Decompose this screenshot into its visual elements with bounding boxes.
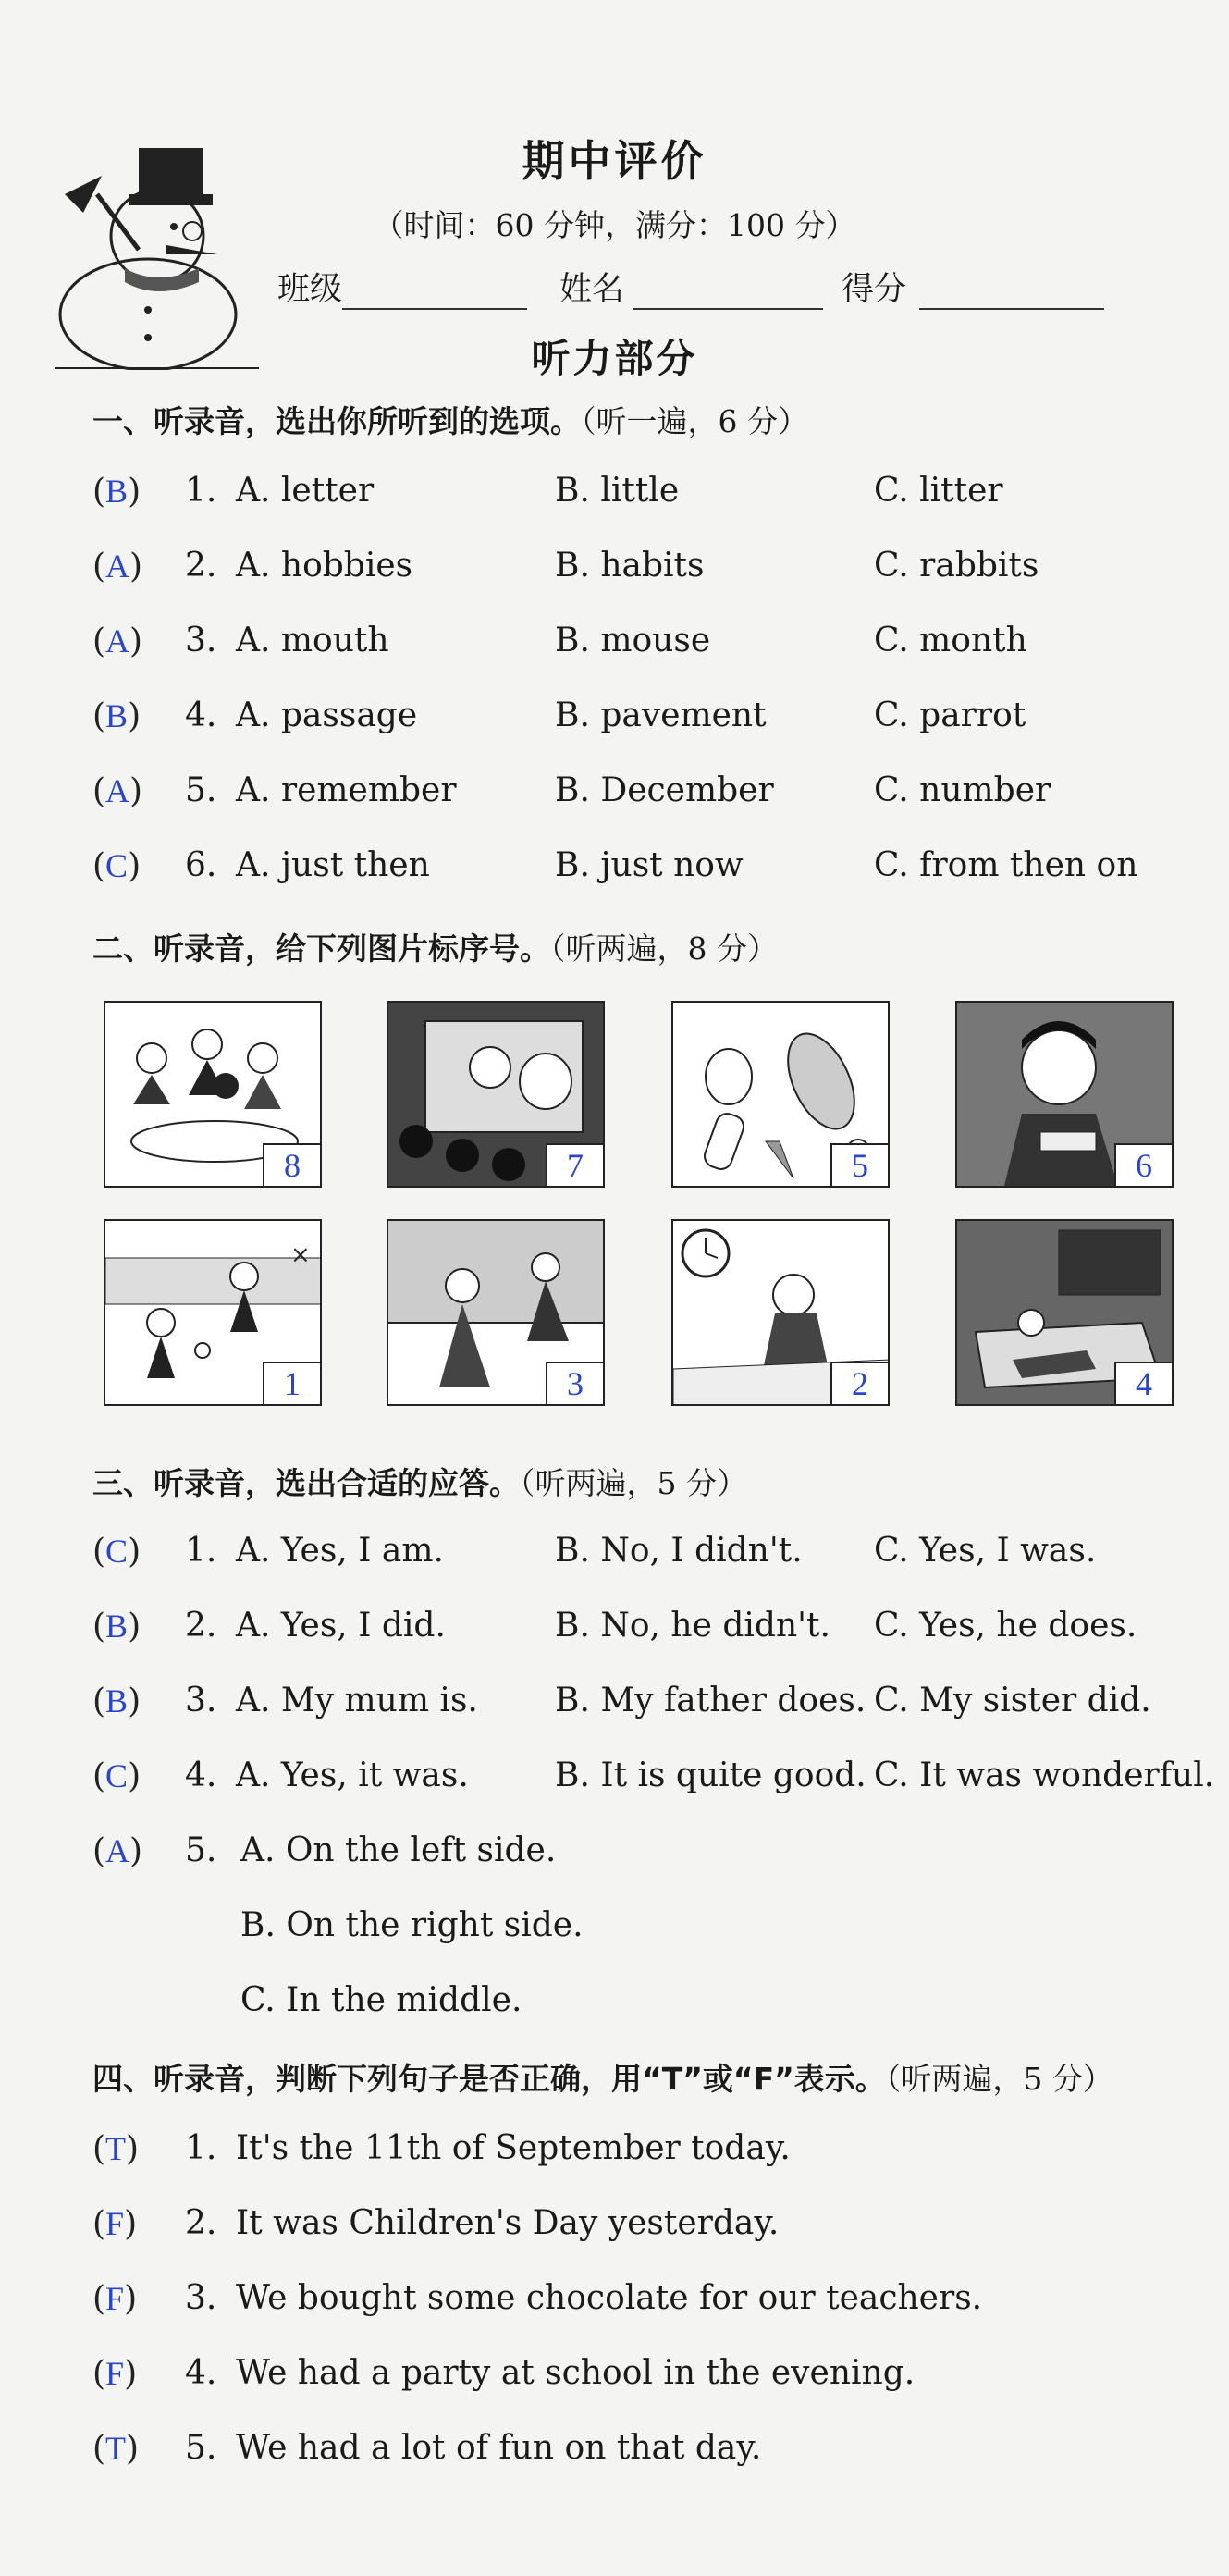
listening-part-title: 听力部分 (531, 336, 698, 381)
score-input-line[interactable] (919, 275, 1104, 310)
picture-party-friends (104, 1001, 322, 1188)
picture-watching-show (387, 1001, 605, 1188)
picture-running-street (387, 1219, 605, 1406)
answer-slot[interactable]: (B) (92, 473, 141, 511)
picture-number: 6 (1114, 1143, 1174, 1188)
option-a: A. letter (236, 472, 375, 510)
section4-heading: 四、听录音，判断下列句子是否正确，用“T”或“F”表示。（听两遍，5 分） (92, 2061, 1113, 2097)
option-b: B. No, I didn't. (555, 1532, 803, 1570)
option-b: B. December (555, 771, 774, 809)
option-c: C. litter (874, 472, 1003, 510)
name-label: 姓名 (559, 271, 625, 308)
option-b: B. little (555, 472, 680, 510)
picture-sick-boy (955, 1001, 1174, 1188)
answer-slot[interactable]: (B) (92, 1608, 141, 1645)
option-c: C. My sister did. (874, 1682, 1151, 1719)
option-a: A. On the left side. (240, 1831, 557, 1869)
option-c: C. from then on (874, 846, 1138, 884)
answer-slot[interactable]: (C) (92, 847, 141, 885)
statement-text: It's the 11th of September today. (236, 2129, 791, 2167)
option-b: B. just now (555, 846, 744, 884)
answer-slot[interactable]: (A) (92, 548, 143, 585)
answer-slot[interactable]: (A) (92, 772, 143, 810)
option-a: A. My mum is. (236, 1682, 478, 1719)
picture-vegetables (671, 1001, 890, 1188)
option-a: A. just then (236, 846, 430, 884)
class-label: 班级 (277, 271, 343, 308)
option-c: C. Yes, I was. (874, 1532, 1097, 1570)
picture-number: 4 (1114, 1362, 1174, 1406)
statement-text: It was Children's Day yesterday. (236, 2204, 780, 2242)
name-input-line[interactable] (633, 275, 823, 310)
picture-number: 5 (830, 1143, 890, 1188)
section2-heading: 二、听录音，给下列图片标序号。（听两遍，8 分） (92, 931, 778, 967)
name-field (559, 264, 823, 310)
picture-waking-up (671, 1219, 890, 1406)
option-a: A. mouth (236, 622, 389, 659)
statement-text: We had a party at school in the evening. (236, 2354, 916, 2392)
option-a: A. remember (236, 771, 457, 809)
section3-heading: 三、听录音，选出合适的应答。（听两遍，5 分） (92, 1465, 747, 1501)
option-c: C. number (874, 771, 1051, 809)
picture-sleeping-bed (955, 1219, 1174, 1406)
class-input-line[interactable] (342, 275, 527, 310)
answer-slot[interactable]: (A) (92, 622, 143, 660)
score-label: 得分 (842, 271, 907, 308)
option-c: C. rabbits (874, 547, 1039, 585)
picture-number: 7 (546, 1143, 605, 1188)
worksheet-page: 期中评价 （时间：60 分钟，满分：100 分） 班级 姓名 得分 听力部分 一、听录音，选出你所听到的选项。（听一遍，6 分） (B) 1. A. letter B. little C. litter (A) 2. A. hobbies B. habits C. rabbits (A) 3. A. mouth B. mouse C. month (B) 4. A. passage B. pavement C. parrot (A) 5. A. remember B. December C. number (C) 6. A. just then B. just now C. from then on 二、听录音，给下列图片标序号。（听两遍，8 分） 8 7 5 6 × 1 3 2 4 三、听录音，选出合适的应答。（听两遍，5 分） (C) 1. A. Yes, I am. B. No, I didn't. C. Yes, I was. (B) 2. A. Yes, I did. B. No, he didn't. C. Yes, he does. (B) 3. A. My mum is. B. My father does. C. My sister did. (C) 4. A. Yes, it was. B. It is quite good. C. It was wonderful. (A) 5. A. On the left side. B. On the right side. C. In the middle. 四、听录音，判断下列句子是否正确，用“T”或“F”表示。（听两遍，5 分） (T) 1. It's the 11th of September today. (F) 2. It was Children's Day yesterday. (F) 3. We bought some chocolate for our teachers. (F) 4. We had a party at school in the evening. (T) 5. We had a lot of fun on that day. (0, 0, 1229, 2576)
answer-slot[interactable]: (T) (92, 2430, 140, 2468)
option-b: B. My father does. (555, 1682, 866, 1719)
option-b: B. It is quite good. (555, 1756, 866, 1794)
picture-number: 3 (546, 1362, 605, 1406)
picture-playing-football (104, 1219, 322, 1406)
answer-slot[interactable]: (F) (92, 2355, 138, 2393)
page-title: 期中评价 (522, 136, 707, 186)
option-c: C. parrot (874, 696, 1026, 734)
section1-heading: 一、听录音，选出你所听到的选项。（听一遍，6 分） (92, 403, 808, 439)
score-field (842, 264, 1104, 310)
class-field (277, 264, 527, 310)
option-a: A. Yes, it was. (236, 1756, 469, 1794)
option-c: C. Yes, he does. (874, 1607, 1137, 1645)
option-a: A. passage (236, 696, 418, 734)
answer-slot[interactable]: (B) (92, 1682, 141, 1720)
option-a: A. hobbies (236, 547, 413, 585)
svg-text:×: × (290, 1241, 311, 1269)
answer-slot[interactable]: (T) (92, 2130, 140, 2168)
picture-number: 8 (263, 1143, 322, 1188)
answer-slot[interactable]: (B) (92, 697, 141, 735)
option-b: B. No, he didn't. (555, 1607, 830, 1645)
answer-slot[interactable]: (C) (92, 1533, 141, 1571)
option-b: B. pavement (555, 696, 767, 734)
statement-text: We bought some chocolate for our teachers. (236, 2279, 983, 2317)
exam-time-info: （时间：60 分钟，满分：100 分） (373, 207, 856, 243)
picture-number: 2 (830, 1362, 890, 1406)
statement-text: We had a lot of fun on that day. (236, 2429, 762, 2467)
option-b: B. habits (555, 547, 705, 585)
option-a: A. Yes, I did. (236, 1607, 446, 1645)
option-b: B. mouse (555, 622, 711, 659)
option-c: C. month (874, 622, 1027, 659)
option-a: A. Yes, I am. (236, 1532, 444, 1570)
answer-slot[interactable]: (A) (92, 1832, 143, 1870)
answer-slot[interactable]: (C) (92, 1757, 141, 1795)
answer-slot[interactable]: (F) (92, 2205, 138, 2243)
option-c: C. It was wonderful. (874, 1756, 1215, 1794)
answer-slot[interactable]: (F) (92, 2280, 138, 2318)
picture-number: 1 (263, 1362, 322, 1406)
